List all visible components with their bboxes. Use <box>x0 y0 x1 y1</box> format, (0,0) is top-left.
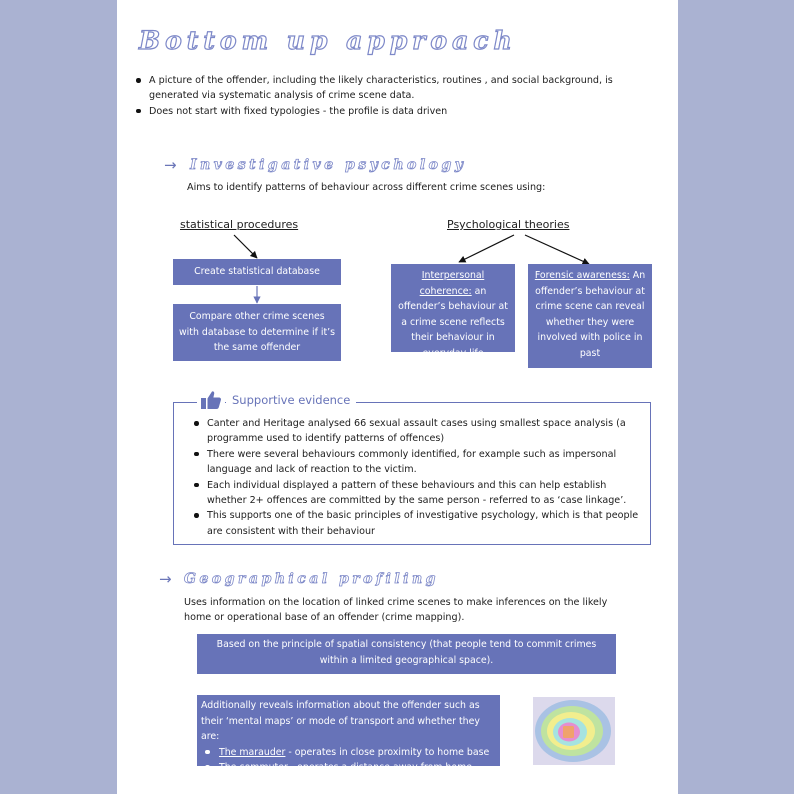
compare-crime-scenes-box: Compare other crime scenes with database to determine if it’s the same offender <box>173 304 341 361</box>
document-page <box>117 0 678 794</box>
marauder-term: The marauder <box>219 746 286 758</box>
evidence-list <box>193 416 645 539</box>
page-title: Bottom up approach <box>139 26 517 55</box>
evidence-heading: Supportive evidence <box>226 391 356 409</box>
crime-map-image <box>533 697 615 765</box>
offender-type-item <box>219 760 496 791</box>
offender-types-box <box>197 695 500 789</box>
statistical-label: statistical procedures <box>180 218 299 231</box>
evidence-bullet: Canter and Heritage analysed 66 sexual assault cases using smallest space analysis (a programme used to identify patterns of offences) <box>207 416 645 447</box>
arrow-right-icon: → <box>159 570 172 588</box>
forensic-awareness-text: An offender’s behaviour at crime scene can reveal whether they were involved with police in past <box>535 270 646 359</box>
offender-type-item <box>219 745 496 761</box>
interpersonal-coherence-box <box>391 264 515 359</box>
commuter-term: The commuter <box>219 762 288 774</box>
psychological-label: Psychological theories <box>447 218 570 231</box>
evidence-bullet: Each individual displayed a pattern of these behaviours and this can help establish whether 2+ offences are committed by the same person - referred to as ‘case linkage’. <box>207 478 645 509</box>
arrow-right-icon: → <box>164 156 177 174</box>
investigative-heading: Investigative psychology <box>190 157 467 173</box>
marauder-text: - operates in close proximity to home base <box>285 746 490 758</box>
evidence-bullet: This supports one of the basic principles of investigative psychology, which is that people are consistent with their behaviour <box>207 508 645 539</box>
spatial-consistency-box: Based on the principle of spatial consistency (that people tend to commit crimes within a limited geographical space). <box>197 634 616 674</box>
interpersonal-coherence-text: an offender’s behaviour at a crime scene reflects their behaviour in everyday life <box>398 285 508 359</box>
thumbs-up-icon <box>197 390 225 414</box>
additional-info-text: Additionally reveals information about the offender such as their ‘mental maps’ or mode of transport and whether they are: <box>201 700 480 743</box>
create-database-box: Create statistical database <box>173 259 341 285</box>
investigative-aim: Aims to identify patterns of behaviour across different crime scenes using: <box>187 182 546 193</box>
forensic-awareness-term: Forensic awareness: <box>534 270 630 281</box>
geographical-heading: Geographical profiling <box>184 571 439 587</box>
evidence-bullet: There were several behaviours commonly identified, for example such as impersonal language and lack of reaction to the victim. <box>207 447 645 478</box>
intro-bullet: A picture of the offender, including the likely characteristics, routines , and social background, is generated via systematic analysis of crime scene data. <box>149 73 665 104</box>
commuter-text: - operates a distance away from home base. <box>219 762 473 789</box>
forensic-awareness-box <box>528 264 652 368</box>
geographical-intro: Uses information on the location of linked crime scenes to make inferences on the likely home or operational base of an offender (crime mapping). <box>184 597 608 624</box>
interpersonal-coherence-term: Interpersonal coherence: <box>419 270 485 297</box>
intro-bullet: Does not start with fixed typologies - the profile is data driven <box>149 104 665 119</box>
